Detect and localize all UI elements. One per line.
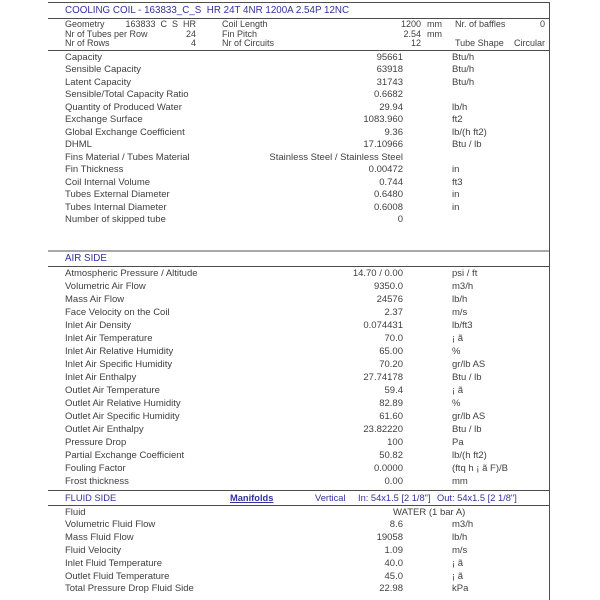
row-unit: lb/h (452, 293, 468, 305)
row-unit: lb/(h ft2) (452, 449, 487, 461)
row-value: 14.70 / 0.00 (352, 267, 403, 279)
coil-report-sheet (48, 2, 549, 595)
row-value: 17.10966 (363, 139, 403, 151)
geometry-row (48, 39, 549, 49)
row-unit: m3/h (452, 280, 474, 292)
row-label: Sensible/Total Capacity Ratio (65, 89, 189, 101)
row-unit: Btu / lb (452, 371, 482, 383)
table-row (48, 280, 549, 293)
geometry-value-2: 12 (410, 38, 421, 49)
right-border-line (549, 2, 550, 600)
row-unit: % (452, 345, 461, 357)
row-label: Atmospheric Pressure / Altitude (65, 267, 198, 279)
geometry-block (48, 19, 549, 50)
row-label: Coil Internal Volume (65, 176, 151, 188)
row-unit: ¡ ã (452, 332, 464, 344)
row-unit: Pa (452, 436, 464, 448)
row-unit: ¡ ã (452, 557, 464, 569)
row-label: Outlet Fluid Temperature (65, 570, 170, 582)
report-title-row (48, 3, 549, 18)
row-value: 23.82220 (363, 423, 403, 435)
row-value: 0.00472 (368, 164, 403, 176)
geometry-value-2: 1200 (400, 19, 421, 29)
table-row (48, 293, 549, 306)
row-label: Volumetric Air Flow (65, 280, 146, 292)
table-row (48, 436, 549, 449)
table-row (48, 63, 549, 76)
row-value: 0.074431 (363, 319, 403, 331)
row-value: 0 (397, 214, 403, 226)
table-row (48, 423, 549, 436)
geometry-label-3: Nr. of baffles (455, 19, 506, 29)
fluid-side-header-row (48, 491, 549, 505)
row-label: Outlet Air Enthalpy (65, 423, 144, 435)
table-row (48, 384, 549, 397)
table-row (48, 188, 549, 201)
row-unit: Btu / lb (452, 423, 482, 435)
row-label: Inlet Air Relative Humidity (65, 345, 174, 357)
page-title: COOLING COIL - 163833_C_S HR 24T 4NR 1200A 2.54P 12NC (65, 5, 350, 16)
row-label: Number of skipped tube (65, 214, 166, 226)
row-value: 50.82 (379, 449, 403, 461)
row-value: WATER (1 bar A) (393, 506, 466, 518)
geometry-value-1: 4 (190, 38, 196, 49)
row-label: Total Pressure Drop Fluid Side (65, 583, 194, 595)
air-side-title: AIR SIDE (65, 253, 107, 265)
table-row (48, 51, 549, 64)
row-value: 82.89 (379, 397, 403, 409)
geometry-value-1: 163833 C S HR (125, 19, 196, 29)
row-label: Partial Exchange Coefficient (65, 449, 185, 461)
row-unit: in (452, 189, 460, 201)
table-row (48, 113, 549, 126)
geometry-group-3 (455, 39, 549, 49)
row-value: 9350.0 (373, 280, 403, 292)
row-label: Inlet Fluid Temperature (65, 557, 162, 569)
row-value: 40.0 (384, 557, 403, 569)
row-label: Fins Material / Tubes Material (65, 151, 190, 163)
row-value: 0.6008 (373, 201, 403, 213)
row-unit: kPa (452, 583, 469, 595)
manifolds-link[interactable]: Manifolds (230, 492, 274, 503)
geometry-value-3: 0 (539, 19, 545, 29)
row-label: Pressure Drop (65, 436, 127, 448)
table-row (48, 88, 549, 101)
row-unit: Btu/h (452, 76, 475, 88)
section-gap (48, 226, 549, 250)
row-label: Capacity (65, 51, 102, 63)
row-label: Outlet Air Relative Humidity (65, 397, 181, 409)
row-unit: ¡ ã (452, 384, 464, 396)
geometry-label-1: Nr of Rows (65, 38, 110, 49)
row-value: 8.6 (389, 519, 403, 531)
table-row (48, 151, 549, 164)
row-unit: gr/lb AS (452, 410, 486, 422)
table-row (48, 138, 549, 151)
manifold-inlet-size: In: 54x1.5 [2 1/8"] (358, 492, 431, 503)
row-unit: lb/(h ft2) (452, 126, 487, 138)
row-unit: ft3 (452, 176, 463, 188)
table-row (48, 531, 549, 544)
table-row (48, 76, 549, 89)
geometry-label-1: Geometry (65, 19, 105, 29)
geometry-value-3: Circular (513, 38, 545, 49)
row-unit: ¡ ã (452, 570, 464, 582)
geometry-unit-2: mm (427, 28, 442, 39)
row-label: Quantity of Produced Water (65, 101, 182, 113)
geometry-value-1: 24 (185, 28, 196, 39)
row-label: Frost thickness (65, 475, 129, 487)
table-row (48, 176, 549, 189)
row-label: Volumetric Fluid Flow (65, 519, 156, 531)
row-label: Tubes External Diameter (65, 189, 170, 201)
table-row (48, 410, 549, 423)
geometry-label-3: Tube Shape (455, 38, 504, 49)
row-label: Sensible Capacity (65, 64, 142, 76)
geometry-group-3 (455, 20, 549, 30)
geometry-label-2: Fin Pitch (222, 28, 258, 39)
row-value: 0.744 (379, 176, 403, 188)
table-row (48, 449, 549, 462)
row-label: Tubes Internal Diameter (65, 201, 167, 213)
row-value: 0.6480 (373, 189, 403, 201)
table-row (48, 201, 549, 214)
row-value: 24576 (376, 293, 403, 305)
table-row (48, 358, 549, 371)
row-unit: lb/h (452, 101, 468, 113)
row-value: 70.0 (384, 332, 403, 344)
table-row (48, 163, 549, 176)
row-label: Inlet Air Enthalpy (65, 371, 137, 383)
row-unit: % (452, 397, 461, 409)
manifold-orientation: Vertical (315, 492, 346, 503)
row-value: 9.36 (384, 126, 403, 138)
row-label: Inlet Air Density (65, 319, 131, 331)
table-row (48, 213, 549, 226)
row-label: Face Velocity on the Coil (65, 306, 170, 318)
table-row (48, 506, 549, 519)
row-value: 2.37 (384, 306, 403, 318)
row-value: 0.0000 (373, 462, 403, 474)
table-row (48, 101, 549, 114)
row-label: Fluid (65, 506, 86, 518)
coil-results-section (48, 51, 549, 226)
row-value: 45.0 (384, 570, 403, 582)
row-value: 63918 (376, 64, 403, 76)
geometry-label-2: Nr of Circuits (222, 38, 275, 49)
row-value: 1083.960 (363, 114, 403, 126)
table-row (48, 544, 549, 557)
row-label: Latent Capacity (65, 76, 132, 88)
geometry-label-1: Nr of Tubes per Row (65, 28, 148, 39)
fluid-side-section (48, 506, 549, 596)
geometry-label-2: Coil Length (222, 19, 268, 29)
table-row (48, 475, 549, 488)
row-unit: m3/h (452, 519, 474, 531)
air-side-section (48, 267, 549, 488)
table-row (48, 267, 549, 280)
row-label: Global Exchange Coefficient (65, 126, 185, 138)
row-label: DHML (65, 139, 92, 151)
row-label: Fouling Factor (65, 462, 126, 474)
row-value: 59.4 (384, 384, 403, 396)
row-value: 19058 (376, 532, 403, 544)
row-unit: lb/h (452, 532, 468, 544)
row-label: Inlet Air Specific Humidity (65, 358, 173, 370)
row-unit: m/s (452, 545, 468, 557)
air-side-header-row (48, 252, 549, 266)
row-value: 70.20 (379, 358, 403, 370)
row-label: Fin Thickness (65, 164, 124, 176)
row-label: Outlet Air Temperature (65, 384, 160, 396)
row-value: 95661 (376, 51, 403, 63)
row-value: 27.74178 (363, 371, 403, 383)
row-label: Mass Air Flow (65, 293, 125, 305)
row-unit: gr/lb AS (452, 358, 486, 370)
row-value: 31743 (376, 76, 403, 88)
table-row (48, 332, 549, 345)
manifold-outlet-size: Out: 54x1.5 [2 1/8"] (437, 492, 517, 503)
row-value: 22.98 (379, 583, 403, 595)
row-label: Exchange Surface (65, 114, 143, 126)
row-unit: psi / ft (452, 267, 478, 279)
row-unit: (ftq h ¡ ã F)/B (452, 462, 508, 474)
row-unit: in (452, 201, 460, 213)
geometry-unit-2: mm (427, 19, 442, 29)
table-row (48, 397, 549, 410)
table-row (48, 371, 549, 384)
row-label: Outlet Air Specific Humidity (65, 410, 180, 422)
row-unit: ft2 (452, 114, 463, 126)
table-row (48, 306, 549, 319)
row-value: 61.60 (379, 410, 403, 422)
table-row (48, 519, 549, 532)
geometry-unit-2 (427, 39, 449, 49)
row-label: Inlet Air Temperature (65, 332, 153, 344)
row-unit: Btu/h (452, 51, 475, 63)
row-unit: m/s (452, 306, 468, 318)
row-unit: in (452, 164, 460, 176)
row-value: 1.09 (384, 545, 403, 557)
table-row (48, 557, 549, 570)
table-row (48, 462, 549, 475)
row-unit: mm (452, 475, 468, 487)
row-label: Mass Fluid Flow (65, 532, 134, 544)
row-value: 65.00 (379, 345, 403, 357)
fluid-side-title: FLUID SIDE (65, 492, 117, 503)
row-label: Fluid Velocity (65, 545, 121, 557)
row-unit: Btu / lb (452, 139, 482, 151)
row-value: 100 (387, 436, 403, 448)
row-unit: lb/ft3 (452, 319, 473, 331)
table-row (48, 319, 549, 332)
row-value: Stainless Steel / Stainless Steel (269, 151, 403, 163)
table-row (48, 345, 549, 358)
geometry-value-2: 2.54 (403, 28, 421, 39)
row-value: 0.00 (384, 475, 403, 487)
row-unit: Btu/h (452, 64, 475, 76)
table-row (48, 126, 549, 139)
row-value: 0.6682 (373, 89, 403, 101)
row-value: 29.94 (379, 101, 403, 113)
table-row (48, 583, 549, 596)
table-row (48, 570, 549, 583)
